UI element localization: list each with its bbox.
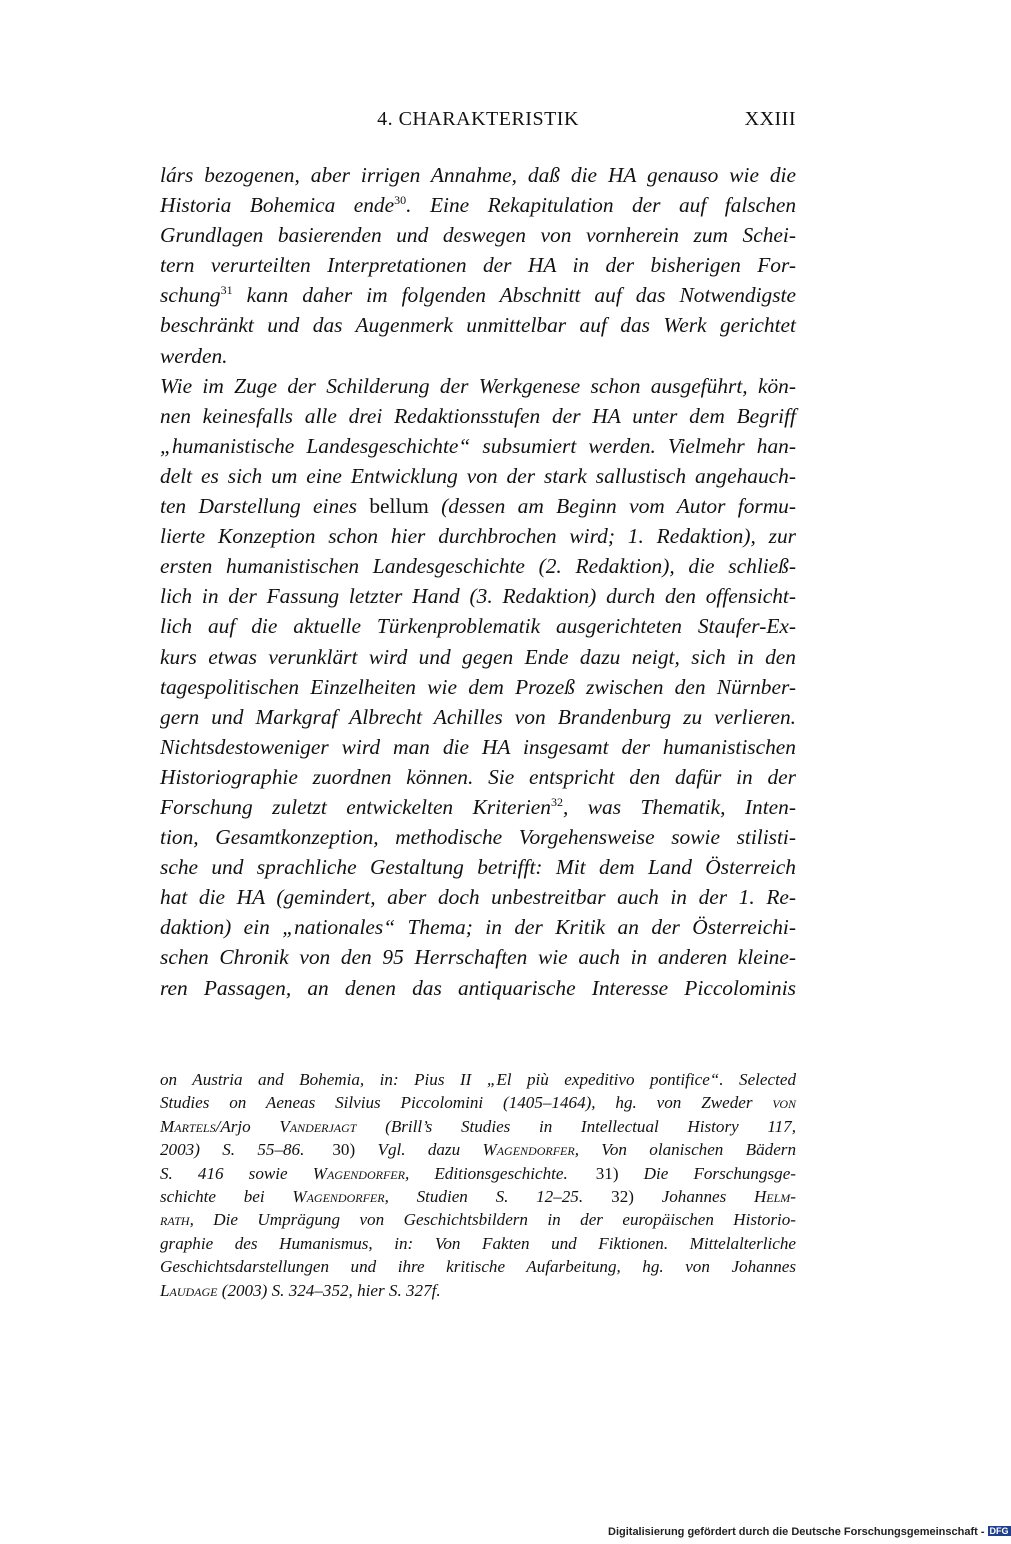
text-line: tern verurteilten Interpretationen der HA in der bisherigen For-	[160, 253, 796, 278]
text-line: „humanistische Landesgeschichte“ subsumiert werden. Vielmehr han-	[160, 433, 796, 458]
footnote-line: rath, Die Umprägung von Geschichtsbildern in der europäischen Historio-	[160, 1210, 796, 1230]
text-line: ren Passagen, an denen das antiquarische Interesse Piccolominis	[160, 975, 796, 1000]
text-line: werden.	[160, 343, 228, 368]
roman-term: bellum	[369, 494, 429, 519]
text-line: kurs etwas verunklärt wird und gegen Ende dazu neigt, sich in den	[160, 644, 796, 669]
footnote-ref-30: 30	[394, 192, 407, 207]
text-line: hat die HA (gemindert, aber doch unbestreitbar auch in der 1. Re-	[160, 885, 796, 910]
text-line: Wie im Zuge der Schilderung der Werkgenese schon ausgeführt, kön-	[160, 373, 796, 398]
footnote-line: Geschichtsdarstellungen und ihre kritische Aufarbeitung, hg. von Johannes	[160, 1257, 796, 1277]
main-text	[160, 160, 796, 1003]
footnote-ref-31: 31	[220, 283, 233, 298]
text-line: lich auf die aktuelle Türkenproblematik ausgerichteten Staufer-Ex-	[160, 614, 796, 639]
text-line: Nichtsdestoweniger wird man die HA insgesamt der humanistischen	[160, 734, 796, 759]
text-line: gern und Markgraf Albrecht Achilles von Brandenburg zu verlieren.	[160, 704, 796, 729]
text-line: schen Chronik von den 95 Herrschaften wie auch in anderen kleine-	[160, 945, 796, 970]
text-line: Historia Bohemica ende$^{30}$. Eine Rekapitulation der auf falschen	[160, 192, 797, 218]
footnote-line: Martels/Arjo Vanderjagt (Brill’s Studies in Intellectual History 117,	[160, 1116, 796, 1136]
text-line: ten Darstellung eines bellum (dessen am Beginn vom Autor formu-	[160, 494, 796, 519]
text-line: beschränkt und das Augenmerk unmittelbar auf das Werk gerichtet	[160, 313, 796, 338]
page-number: XXIII	[744, 108, 796, 130]
text-line: Historiographie zuordnen können. Sie entspricht den dafür in der	[160, 764, 796, 789]
footnote-line: 2003) S. 55–86. 30) Vgl. dazu Wagendorfer, Von olanischen Bädern	[160, 1140, 796, 1160]
text-line: lierte Konzeption schon hier durchbrochen wird; 1. Redaktion), zur	[160, 524, 796, 549]
credit-text: Digitalisierung gefördert durch die Deutsche Forschungsgemeinschaft -	[608, 1526, 985, 1538]
text-line: schung$^{31}$ kann daher im folgenden Abschnitt auf das Notwendigste	[160, 283, 796, 308]
footnote-line: Studies on Aeneas Silvius Piccolomini (1405–1464), hg. von Zweder von	[160, 1093, 796, 1113]
text-line: lárs bezogenen, aber irrigen Annahme, daß die HA genauso wie die	[160, 163, 796, 187]
dfg-logo-icon: DFG	[989, 1526, 1009, 1536]
digitization-credit	[608, 1526, 1011, 1540]
running-header	[160, 108, 796, 138]
footnote-line: Laudage (2003) S. 324–352, hier S. 327f.	[160, 1280, 441, 1300]
chapter-title: 4. CHARAKTERISTIK	[377, 108, 579, 130]
footnote-line: schichte bei Wagendorfer, Studien S. 12–25. 32) Johannes Helm-	[160, 1186, 796, 1206]
footnote-line: graphie des Humanismus, in: Von Fakten und Fiktionen. Mittelalterliche	[160, 1233, 796, 1253]
text-line: daktion) ein „nationales“ Thema; in der Kritik an der Österreichi-	[160, 915, 796, 940]
text-line: ersten humanistischen Landesgeschichte (2. Redaktion), die schließ-	[160, 554, 796, 579]
text-line: nen keinesfalls alle drei Redaktionsstufen der HA unter dem Begriff	[160, 403, 796, 428]
footnote-line: on Austria and Bohemia, in: Pius II „El più expeditivo pontifice“. Selected	[160, 1070, 796, 1089]
text-line: lich in der Fassung letzter Hand (3. Redaktion) durch den offensicht-	[160, 584, 796, 609]
text-line: sche und sprachliche Gestaltung betrifft: Mit dem Land Österreich	[160, 855, 796, 880]
text-line: Forschung zuletzt entwickelten Kriterien$^{32}$, was Thematik, Inten-	[160, 794, 796, 819]
text-line: delt es sich um eine Entwicklung von der stark sallustisch angehauch-	[160, 463, 796, 488]
text-line: tion, Gesamtkonzeption, methodische Vorgehensweise sowie stilisti-	[160, 825, 796, 850]
footnote-line: S. 416 sowie Wagendorfer, Editionsgeschichte. 31) Die Forschungsge-	[160, 1163, 796, 1183]
footnotes	[160, 1068, 796, 1302]
text-line: Grundlagen basierenden und deswegen von vornherein zum Schei-	[160, 223, 796, 248]
text-line: tagespolitischen Einzelheiten wie dem Prozeß zwischen den Nürnber-	[160, 674, 796, 699]
footnote-ref-32: 32	[551, 794, 563, 809]
